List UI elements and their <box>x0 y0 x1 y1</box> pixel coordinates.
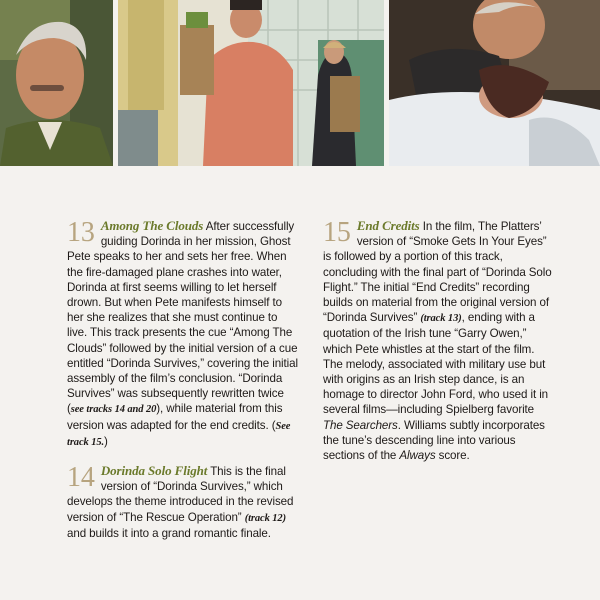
track-number: 13 <box>67 217 95 248</box>
track-text: . Williams subtly incorporates the tune’s descending line into various sections of the <box>323 418 545 463</box>
film-title: Always <box>399 449 436 463</box>
track-text: After successfully guiding Dorinda in her mission, Ghost Pete speaks to her and sets her free. When the fire-damaged plane crashes into water, Dorinda at first seems willing to let herself drown. But when Pete manifests himself to her she realizes that she must continue to live. This track presents the cue “Among The Clouds” followed by the initial version of a cue entitled “Dorinda Survives,” covering the initial assembly of the film’s conclusion. “Dorinda Survives” was subsequently rewritten twice ( <box>67 220 298 416</box>
track-text: , ending with a quotation of the Irish tune “Garry Owen,” which Pete whistles at the start of the film. The melody, associated with military use but with origins as an Irish step dance, is an homage to director John Ford, who used it in several films—including Spielberg favorite <box>323 311 549 417</box>
text-column-right <box>323 218 555 476</box>
track-entry-15 <box>323 218 555 463</box>
track-text: score. <box>435 449 470 463</box>
photo-couple-groceries <box>118 0 384 166</box>
track-reference: (track 13) <box>420 313 462 325</box>
track-number: 15 <box>323 217 351 248</box>
track-text: and builds it into a grand romantic finale. <box>67 526 271 540</box>
track-number: 14 <box>67 462 95 494</box>
photo-man-smiling <box>0 0 113 166</box>
film-title: The Searchers <box>323 418 398 432</box>
track-title: End Credits <box>356 218 420 233</box>
track-text: ) <box>104 434 108 448</box>
track-entry-13 <box>67 218 299 450</box>
track-title: Among The Clouds <box>100 218 204 233</box>
track-reference: see tracks 14 and 20 <box>70 404 157 416</box>
track-text: ), while material from this version was adapted for the end credits. ( <box>67 402 283 432</box>
photo-embrace <box>389 0 600 166</box>
photo-strip <box>0 0 600 168</box>
track-title: Dorinda Solo Flight <box>100 463 208 479</box>
track-text: In the film, The Platters’ version of “Smoke Gets In Your Eyes” is followed by a portion of this track, concluding with the final part of “Dorinda Solo Flight.” The initial “End Credits” recording builds on material from the original version of “Dorinda Survives” <box>323 220 552 325</box>
track-reference: (track 12) <box>244 512 286 524</box>
track-entry-14 <box>67 463 299 541</box>
track-text: This is the final version of “Dorinda Survives,” which develops the theme introduced in the revised version of “The Rescue Operation” <box>67 465 294 524</box>
track-reference: See track 15. <box>67 420 291 448</box>
text-column-left <box>67 218 299 554</box>
